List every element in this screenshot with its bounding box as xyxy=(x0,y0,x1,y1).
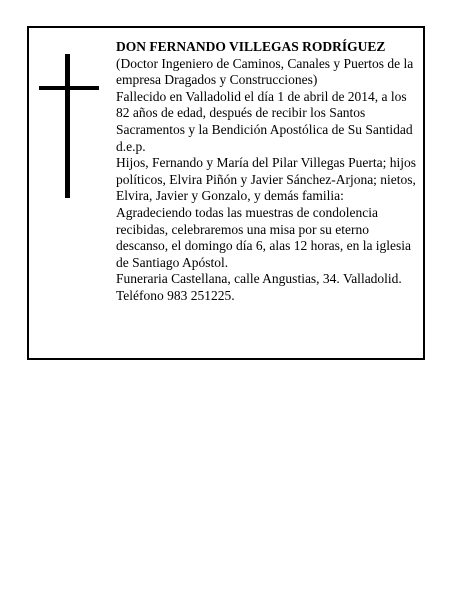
notice-text xyxy=(116,39,422,305)
deceased-profession: (Doctor Ingeniero de Caminos, Canales y Puertos de la empresa Dragados y Construcciones) xyxy=(116,55,414,88)
deceased-name: DON FERNANDO VILLEGAS RODRÍGUEZ xyxy=(116,39,386,54)
mass-announcement: Agradeciendo todas las muestras de condolencia recibidas, celebraremos una misa por su eterno descanso, el domingo día 6, alas 12 horas, en la iglesia de Santiago Apóstol. xyxy=(116,204,412,270)
cross-horizontal-bar xyxy=(39,86,99,90)
funeral-home: Funeraria Castellana, calle Angustias, 34. Valladolid. xyxy=(116,271,402,287)
cross-icon xyxy=(39,54,99,198)
death-details: Fallecido en Valladolid el día 1 de abril de 2014, a los 82 años de edad, después de recibir los Santos Sacramentos y la Bendición Apostólica de Su Santidad xyxy=(116,88,413,137)
phone-number: Teléfono 983 251225. xyxy=(116,287,235,303)
family-list: Hijos, Fernando y María del Pilar Villegas Puerta; hijos políticos, Elvira Piñón y Javier Sánchez-Arjona; nietos, Elvira, Javier y Gonzalo, y demás familia: xyxy=(116,155,417,204)
cross-vertical-bar xyxy=(65,54,70,198)
rip-abbreviation: d.e.p. xyxy=(116,138,146,154)
obituary-notice xyxy=(27,26,425,360)
